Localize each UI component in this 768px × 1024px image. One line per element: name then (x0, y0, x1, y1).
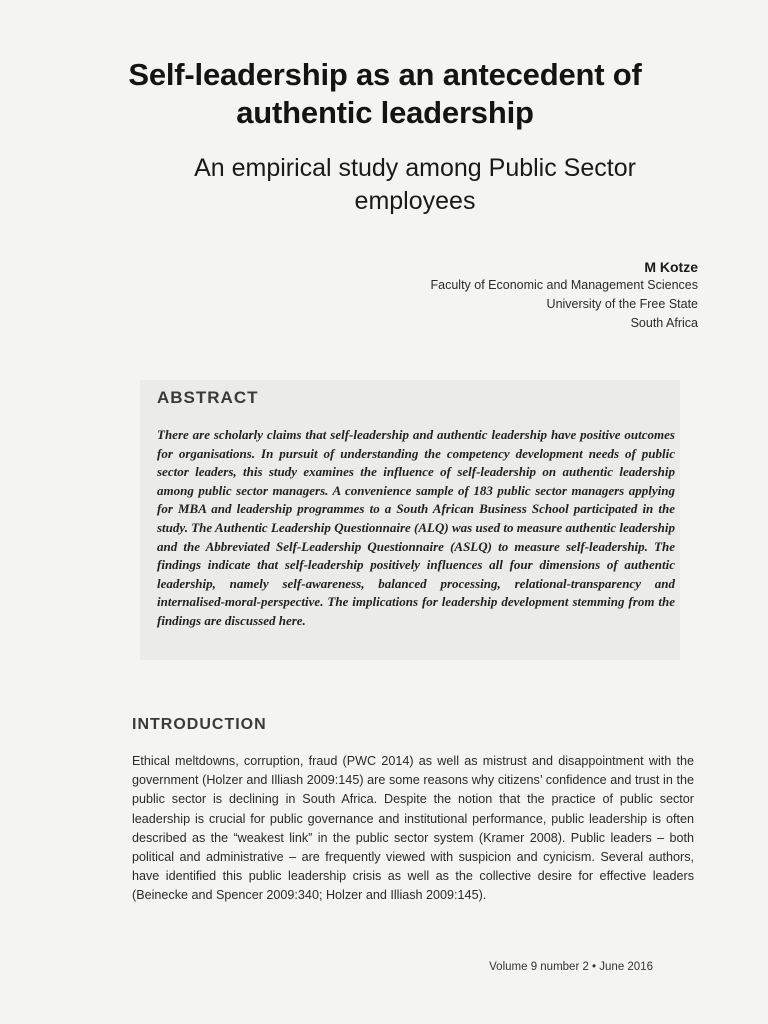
abstract-text: There are scholarly claims that self-leadership and authentic leadership have positive outcomes for organisations. In pursuit of understanding the competency development needs of public sector leaders, this study examines the influence of self-leadership on authentic leadership among public sector managers. A convenience sample of 183 public sector managers applying for MBA and leadership programmes to a South African Business School participated in the study. The Authentic Leadership Questionnaire (ALQ) was used to measure authentic leadership and the Abbreviated Self-Leadership Questionnaire (ASLQ) to measure self-leadership. The findings indicate that self-leadership positively influences all four dimensions of authentic leadership, namely self-awareness, balanced processing, relational-transparency and internalised-moral-perspective. The implications for leadership development stemming from the findings are discussed here. (157, 427, 675, 628)
affiliation-faculty: Faculty of Economic and Management Sciences (430, 278, 698, 292)
author-block (431, 258, 699, 333)
article-subtitle: An empirical study among Public Sector employees (194, 154, 636, 215)
article-title: Self-leadership as an antecedent of authentic leadership (128, 57, 642, 130)
affiliation-country: South Africa (630, 316, 698, 330)
introduction-text: Ethical meltdowns, corruption, fraud (PWC 2014) as well as mistrust and disappointment with the government (Holzer and Illiash 2009:145) are some reasons why citizens’ confidence and trust in the public sector is declining in South Africa. Despite the notion that the practice of public sector leadership is crucial for public governance and institutional performance, public leadership is often described as the “weakest link” in the public sector system (Kramer 2008). Public leaders – both political and administrative – are frequently viewed with suspicion and cynicism. Several authors, have identified this public leadership crisis as well as the collective desire for effective leaders (Beinecke and Spencer 2009:340; Holzer and Illiash 2009:145). (132, 754, 694, 903)
affiliation-university: University of the Free State (546, 297, 698, 311)
page-footer: Volume 9 number 2 • June 2016 (489, 961, 653, 973)
author-name: M Kotze (644, 259, 698, 275)
abstract-heading: ABSTRACT (157, 388, 259, 407)
introduction-heading: INTRODUCTION (132, 716, 267, 733)
